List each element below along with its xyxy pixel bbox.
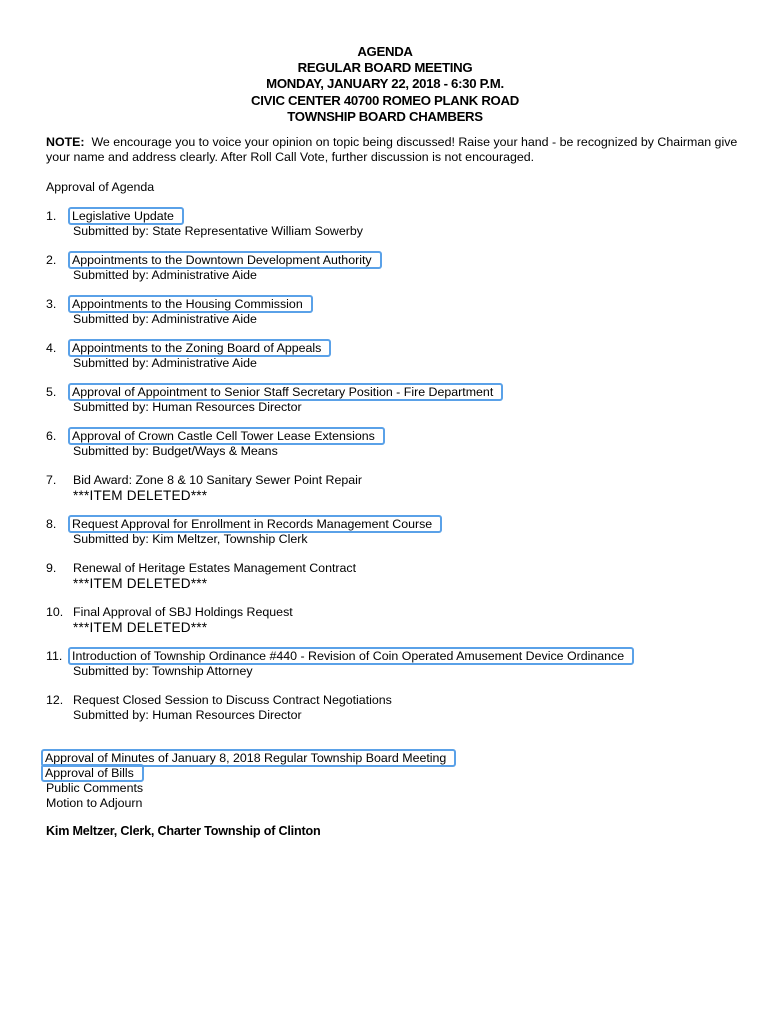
item-number: 6. [46,429,57,443]
item-title-downtown-development[interactable]: Appointments to the Downtown Development Authority [70,253,380,267]
item-number: 10. [46,605,64,619]
item-number: 11. [46,649,63,663]
public-comments: Public Comments [46,781,144,795]
item-number: 5. [46,385,57,399]
item-submitter: Submitted by: State Representative William Sowerby [73,224,363,238]
note-paragraph [46,135,746,165]
item-title-crown-castle[interactable]: Approval of Crown Castle Cell Tower Lease Extensions [70,429,383,443]
header-room: TOWNSHIP BOARD CHAMBERS [287,108,483,124]
item-number: 1. [46,209,57,223]
header-location: CIVIC CENTER 40700 ROMEO PLANK ROAD [251,92,519,108]
item-submitter: Submitted by: Administrative Aide [73,312,257,326]
item-number: 12. [46,693,64,707]
item-title-zoning-board[interactable]: Appointments to the Zoning Board of Appeals [70,341,329,355]
item-deleted-notice: ***ITEM DELETED*** [73,576,208,591]
item-number: 8. [46,517,57,531]
item-number: 4. [46,341,57,355]
item-number: 3. [46,297,57,311]
item-title-legislative-update[interactable]: Legislative Update [70,209,182,223]
item-title-housing-commission[interactable]: Appointments to the Housing Commission [70,297,311,311]
item-title-ordinance-440[interactable]: Introduction of Township Ordinance #440 - Revision of Coin Operated Amusement Device Ordinance [70,649,632,663]
item-title-bid-award: Bid Award: Zone 8 & 10 Sanitary Sewer Point Repair [73,473,363,487]
item-submitter: Submitted by: Administrative Aide [73,356,257,370]
item-submitter: Submitted by: Administrative Aide [73,268,257,282]
header-meeting-type: REGULAR BOARD MEETING [297,60,473,76]
note-label: NOTE: [46,135,85,149]
item-submitter: Submitted by: Township Attorney [73,664,253,678]
item-submitter: Submitted by: Human Resources Director [73,400,302,414]
item-title-closed-session: Request Closed Session to Discuss Contract Negotiations [73,693,392,707]
item-number: 7. [46,473,57,487]
header-date: MONDAY, JANUARY 22, 2018 - 6:30 P.M. [266,76,504,92]
clerk-signature-line: Kim Meltzer, Clerk, Charter Township of Clinton [46,824,321,838]
item-title-records-management[interactable]: Request Approval for Enrollment in Records Management Course [70,517,440,531]
agenda-header [0,44,770,125]
item-title-heritage-estates: Renewal of Heritage Estates Management Contract [73,561,357,575]
approval-of-bills[interactable]: Approval of Bills [43,766,142,780]
item-title-senior-staff-secretary[interactable]: Approval of Appointment to Senior Staff Secretary Position - Fire Department [70,385,501,399]
motion-to-adjourn: Motion to Adjourn [46,796,143,810]
item-number: 9. [46,561,57,575]
note-text: We encourage you to voice your opinion on topic being discussed! Raise your hand - be recognized by Chairman give your name and address clearly. After Roll Call Vote, further discussion is not encouraged. [46,135,738,164]
approval-of-minutes[interactable]: Approval of Minutes of January 8, 2018 Regular Township Board Meeting [43,751,454,765]
approval-of-agenda: Approval of Agenda [46,180,155,194]
item-submitter: Submitted by: Budget/Ways & Means [73,444,278,458]
item-submitter: Submitted by: Kim Meltzer, Township Clerk [73,532,308,546]
header-title: AGENDA [357,44,413,59]
item-deleted-notice: ***ITEM DELETED*** [73,620,208,635]
item-submitter: Submitted by: Human Resources Director [73,708,302,722]
item-number: 2. [46,253,57,267]
item-deleted-notice: ***ITEM DELETED*** [73,488,208,503]
item-title-sbj-holdings: Final Approval of SBJ Holdings Request [73,605,293,619]
